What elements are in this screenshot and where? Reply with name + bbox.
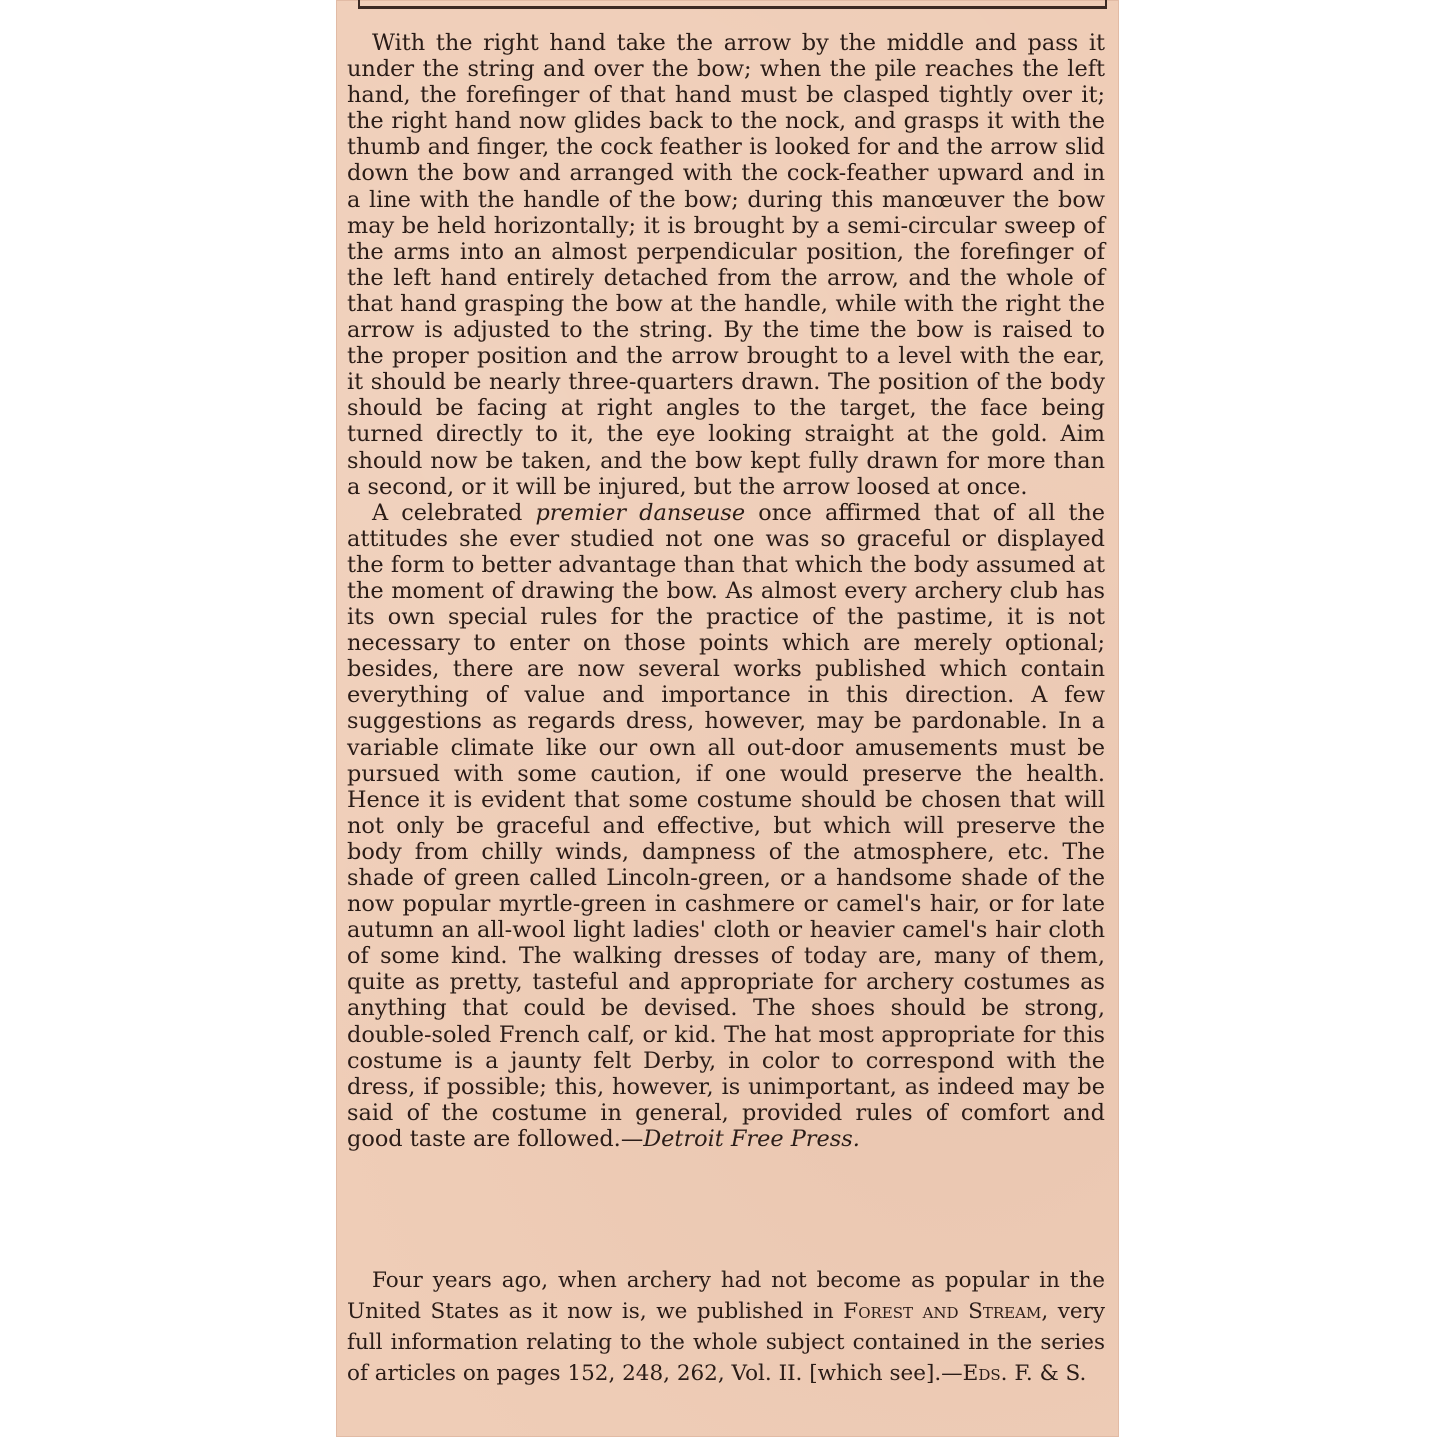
editor-note-lead: Four years ago, when archery had not become as popular in the United States as it now is, we published in bbox=[347, 1268, 1105, 1324]
source-dash: — bbox=[620, 1125, 644, 1152]
top-rule-left-tick bbox=[358, 0, 360, 8]
editor-note-paragraph bbox=[347, 1265, 1105, 1389]
editor-note bbox=[347, 1265, 1105, 1389]
paragraph-2-lead: A celebrated bbox=[372, 499, 536, 526]
article-source: Detroit Free Press. bbox=[643, 1125, 860, 1152]
editor-signature: Eds. F. & S. bbox=[962, 1361, 1087, 1386]
editor-note-body: , very full information relating to the whole subject contained in the series of articles on pages 152, 248, 262, Vol. II. [which see].— bbox=[347, 1299, 1106, 1386]
premier-danseuse-italic: premier danseuse bbox=[535, 499, 746, 526]
article-paragraph-2 bbox=[347, 500, 1105, 1152]
newspaper-clipping bbox=[336, 0, 1119, 1437]
top-rule-right-tick bbox=[1105, 0, 1107, 8]
paragraph-2-body: once affirmed that of all the attitudes she ever studied not one was so graceful or displayed the form to better advantage than that which the body assumed at the moment of drawing the bow. As almost every archery club has its own special rules for the practice of the pastime, it is not necessary to enter on those points which are merely optional; besides, there are now several works published which contain everything of value and importance in this direction. A few suggestions as regards dress, however, may be pardonable. In a variable climate like our own all out-door amusements must be pursued with some caution, if one would preserve the health. Hence it is evident that some costume should be chosen that will not only be graceful and effective, but which will preserve the body from chilly winds, dampness of the atmosphere, etc. The shade of green called Lincoln-green, or a handsome shade of the now popular myrtle-green in cashmere or camel's hair, or for late autumn an all-wool light ladies' cloth or heavier camel's hair cloth of some kind. The walking dresses of today are, many of them, quite as pretty, tasteful and appropriate for archery costumes as anything that could be devised. The shoes should be strong, double-soled French calf, or kid. The hat most appropriate for this costume is a jaunty felt Derby, in color to correspond with the dress, if possible; this, however, is unimportant, as indeed may be said of the costume in general, provided rules of comfort and good taste are followed. bbox=[347, 499, 1105, 1152]
top-rule bbox=[358, 6, 1107, 9]
publication-name: Forest and Stream bbox=[843, 1299, 1042, 1324]
article-paragraph-1: With the right hand take the arrow by the middle and pass it under the string and over the bow; when the pile reaches the left hand, the forefinger of that hand must be clasped tightly over it; the right hand now glides back to the nock, and grasps it with the thumb and finger, the cock feather is looked for and the arrow slid down the bow and arranged with the cock-feather upward and in a line with the handle of the bow; during this manœuver the bow may be held horizontally; it is brought by a semi-circular sweep of the arms into an almost perpendicular position, the forefinger of the left hand entirely detached from the arrow, and the whole of that hand grasping the bow at the handle, while with the right the arrow is adjusted to the string. By the time the bow is raised to the proper position and the arrow brought to a level with the ear, it should be nearly three-quarters drawn. The position of the body should be facing at right angles to the target, the face being turned directly to it, the eye looking straight at the gold. Aim should now be taken, and the bow kept fully drawn for more than a second, or it will be injured, but the arrow loosed at once. bbox=[347, 30, 1105, 500]
article-body bbox=[347, 30, 1105, 1152]
